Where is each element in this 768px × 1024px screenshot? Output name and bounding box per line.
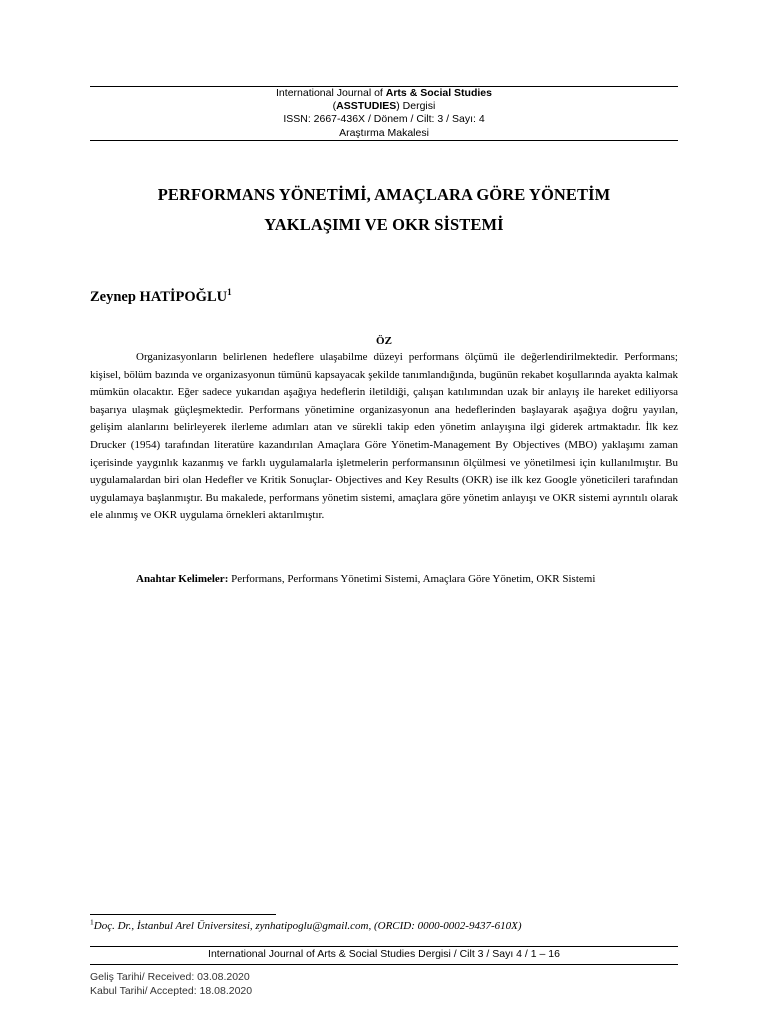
footnote-separator [90, 914, 276, 915]
header-bottom-rule [90, 140, 678, 141]
paper-title [90, 180, 678, 240]
journal-abbrev-line [90, 100, 678, 113]
paper-title-line-1: PERFORMANS YÖNETİMİ, AMAÇLARA GÖRE YÖNETİM [157, 185, 611, 204]
footnote-text: Doç. Dr., İstanbul Arel Üniversitesi, zynhatipoglu@gmail.com, (ORCID: 0000-0002-9437-610X) [93, 920, 522, 932]
received-date: Geliş Tarihi/ Received: 03.08.2020 [90, 971, 250, 983]
abstract-heading: ÖZ [376, 335, 392, 347]
keywords-line [136, 571, 678, 587]
article-type: Araştırma Makalesi [339, 126, 429, 139]
footer-top-rule [90, 946, 678, 947]
journal-abbrev-open: ( [332, 100, 337, 113]
journal-name-prefix: International Journal of [276, 87, 386, 99]
journal-name-line [90, 87, 678, 100]
author-line [90, 289, 232, 306]
submission-dates [90, 970, 252, 998]
author-name: Zeynep HATİPOĞLU [90, 289, 228, 305]
author-footnote-mark: 1 [227, 287, 232, 298]
keywords-label: Anahtar Kelimeler: [136, 573, 229, 585]
accepted-date: Kabul Tarihi/ Accepted: 18.08.2020 [90, 985, 253, 997]
issn-line: ISSN: 2667-436X / Dönem / Cilt: 3 / Sayı: 4 [283, 113, 485, 126]
journal-name-bold: Arts & Social Studies [385, 87, 492, 99]
keywords-text: Performans, Performans Yönetimi Sistemi, Amaçlara Göre Yönetim, OKR Sistemi [228, 573, 596, 585]
journal-abbrev: ASSTUDIES [336, 100, 397, 113]
footnote [90, 917, 522, 932]
paper-title-line-2: YAKLAŞIMI VE OKR SİSTEMİ [264, 215, 504, 234]
footnote-mark: 1 [90, 917, 94, 927]
footer-citation: International Journal of Arts & Social Studies Dergisi / Cilt 3 / Sayı 4 / 1 – 16 [208, 948, 560, 960]
journal-abbrev-rest: ) Dergisi [396, 100, 436, 113]
footer-bottom-rule [90, 964, 678, 965]
abstract-body: Organizasyonların belirlenen hedeflere ulaşabilme düzeyi performans ölçümü ile değerlendirilmektedir. Performans; kişisel, bölüm bazında ve organizasyonun tümünü kapsayacak şekilde tanımlandığında, bugünün rekabet koşullarında ayakta kalmak mümkün olacaktır. Eğer sadece yukarıdan aşağıya hedeflerin iletildiği, çalışan katılımından uzak bir anlayış ile hareket ediliyorsa başarıya ulaşmak güçleşmektedir. Performans yönetimine organizasyonun ana hedeflerinden başlayarak aşağıya doğru yayılan, gelişim alanlarını belirleyerek ilerleme adımları atan ve sürekli takip eden yönetim anlayışına ilgi giderek artmaktadır. İlk kez Drucker (1954) tarafından literatüre kazandırılan Amaçlara Göre Yönetim-Management By Objectives (MBO) yaklaşımı zaman içerisinde yaygınlık kazanmış ve farklı uygulamalarla işletmelerin performansının ölçülmesi ve yönetilmesi için kullanılmıştır. Bu uygulamalardan biri olan Hedefler ve Kritik Sonuçlar- Objectives and Key Results (OKR) ise ilk kez Google yöneticileri tarafından uygulamaya başlanmıştır. Bu makalede, performans yönetim sistemi, amaçlara göre yönetim anlayışı ve OKR sistemi ayrıntılı olarak ele alınmış ve OKR uygulama örnekleri aktarılmıştır. [90, 351, 678, 522]
journal-header [90, 87, 678, 140]
